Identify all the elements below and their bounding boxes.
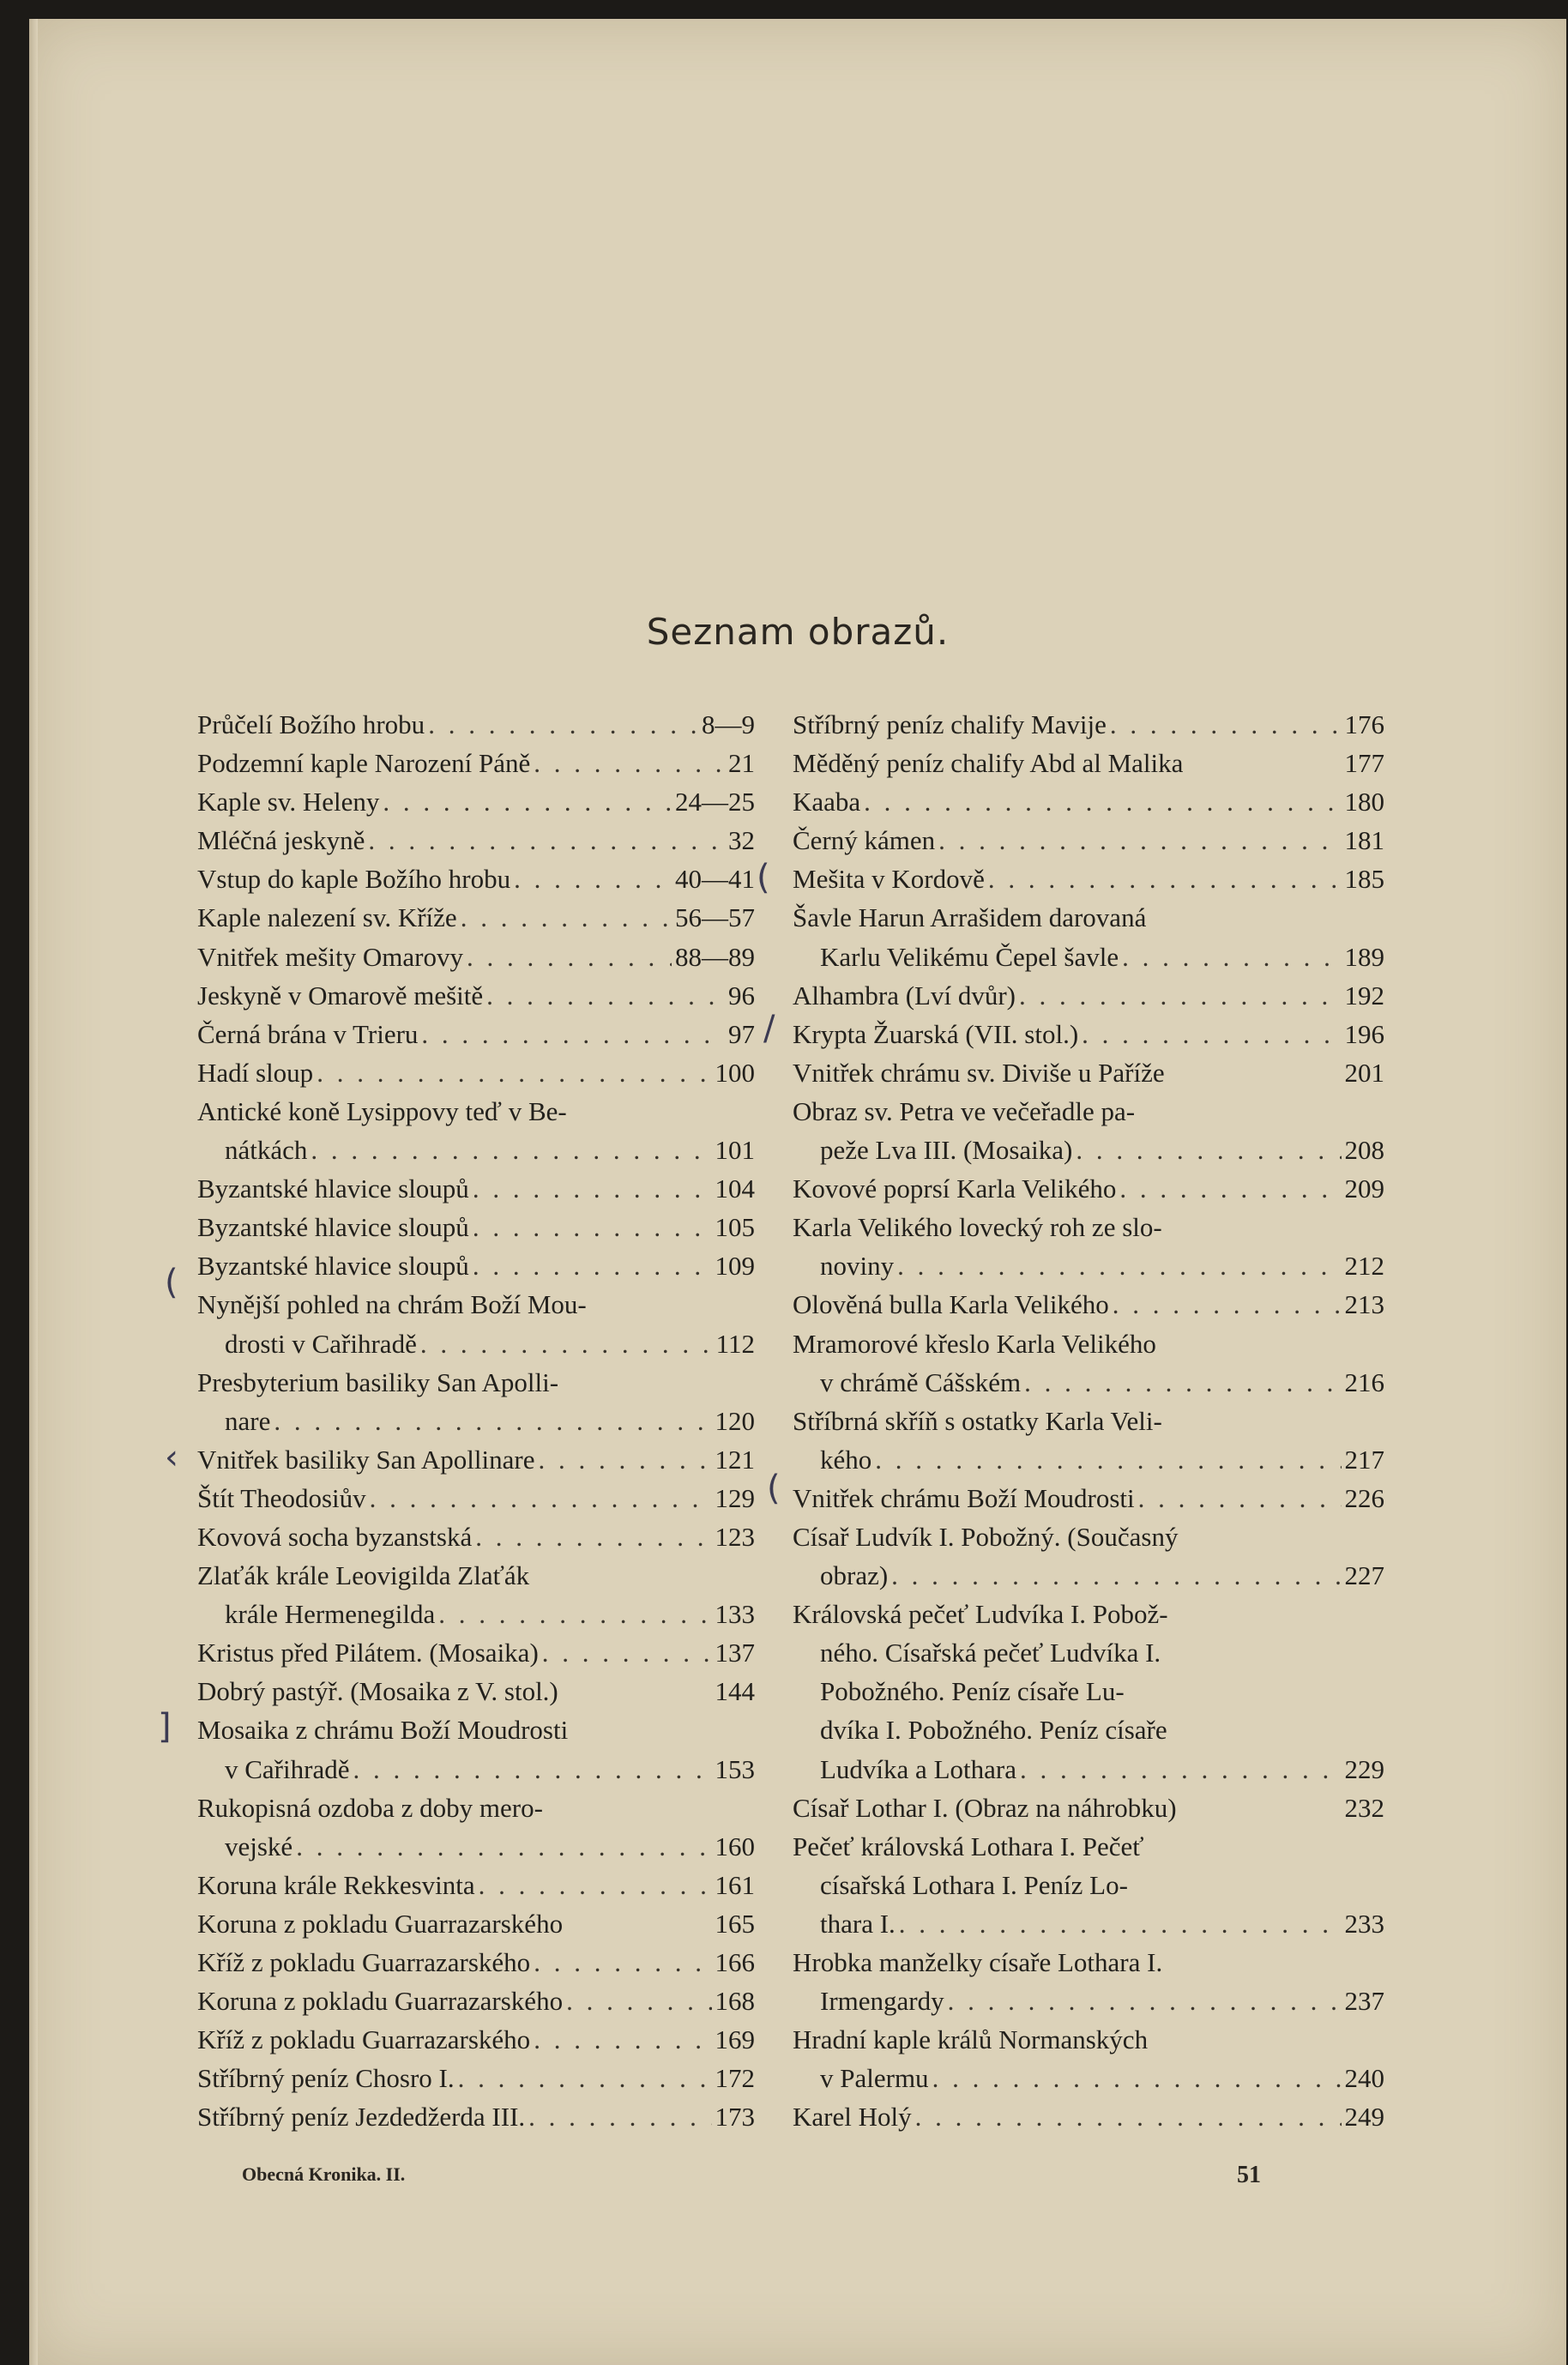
entry-page-number: 213 <box>1344 1289 1384 1320</box>
entry-text-line: Vnitřek basiliky San Apollinare <box>197 1444 535 1475</box>
dot-leader <box>538 1440 711 1479</box>
index-entry <box>197 1710 755 1788</box>
dot-leader <box>458 2059 712 2097</box>
dot-leader <box>353 1750 711 1789</box>
entry-page-number: 180 <box>1344 787 1384 817</box>
entry-text-line: Irmengardy <box>820 1986 944 2017</box>
entry-row <box>197 705 755 744</box>
dot-leader <box>1113 1285 1342 1324</box>
entry-page-number: 185 <box>1344 864 1384 895</box>
index-entry <box>197 744 755 782</box>
entry-page-number: 229 <box>1344 1753 1384 1784</box>
entry-row <box>793 976 1384 1015</box>
entry-row <box>793 1440 1384 1479</box>
entry-text-line: Kříž z pokladu Guarrazarského <box>197 1947 531 1977</box>
index-entry <box>793 1789 1384 1827</box>
index-entry <box>793 1092 1384 1169</box>
entry-text-line: obraz) <box>820 1560 889 1591</box>
entry-row <box>197 1827 755 1866</box>
entry-text-line: Vnitřek chrámu Boží Moudrosti <box>793 1482 1135 1513</box>
index-entry <box>197 1556 755 1633</box>
entry-text-line: Koruna z pokladu Guarrazarského <box>197 1908 564 1939</box>
entry-text-line: drosti v Cařihradě <box>225 1328 417 1359</box>
pencil-mark-icon: ( <box>165 1263 178 1302</box>
entry-row <box>197 1904 755 1943</box>
dot-leader <box>383 782 672 821</box>
index-entry <box>793 1208 1384 1285</box>
entry-page-number: 97 <box>728 1018 755 1049</box>
entry-page-number: 169 <box>715 2024 755 2055</box>
entry-text-line: Stříbrný peníz Chosro I. <box>197 2063 455 2094</box>
entry-page-number: 249 <box>1344 2102 1384 2133</box>
entry-text-line: Císař Lothar I. (Obraz na náhrobku) <box>793 1792 1177 1823</box>
index-entry <box>793 1517 1384 1595</box>
entry-text-line: Černá brána v Trieru <box>197 1018 419 1049</box>
entry-page-number: 176 <box>1344 709 1384 739</box>
dot-leader <box>897 1246 1341 1285</box>
entry-row <box>197 744 755 782</box>
entry-text-line: Průčelí Božího hrobu <box>197 709 425 739</box>
entry-text-line: Presbyterium basiliky San Apolli- <box>197 1367 559 1397</box>
entry-text-line: v Cařihradě <box>225 1753 350 1784</box>
entry-text-line: Císař Ludvík I. Pobožný. (Současný <box>793 1521 1179 1552</box>
dot-leader <box>473 1169 712 1208</box>
entry-row <box>793 2059 1384 2097</box>
entry-page-number: 177 <box>1344 748 1384 779</box>
entry-row <box>197 2020 755 2059</box>
entry-row <box>197 1246 755 1285</box>
entry-page-number: 153 <box>715 1753 755 1784</box>
entry-text-line: nátkách <box>225 1135 308 1166</box>
index-entry <box>197 1866 755 1904</box>
entry-page-number: 232 <box>1344 1792 1384 1823</box>
entry-row <box>793 744 1384 782</box>
entry-row <box>197 1517 755 1556</box>
entry-page-number: 137 <box>715 1638 755 1668</box>
entry-text-line: Koruna krále Rekkesvinta <box>197 1869 475 1900</box>
entry-page-number: 96 <box>728 980 755 1011</box>
entry-page-number: 100 <box>715 1057 755 1088</box>
entry-page-number: 237 <box>1344 1986 1384 2017</box>
entry-text-line: Zlaťák krále Leovigilda Zlaťák <box>197 1560 530 1591</box>
index-entry <box>197 1363 755 1440</box>
entry-row <box>197 860 755 898</box>
dot-leader <box>1024 1363 1341 1402</box>
entry-row <box>793 1131 1384 1169</box>
entry-page-number: 123 <box>715 1521 755 1552</box>
index-entry <box>793 1324 1384 1402</box>
index-entry <box>197 1092 755 1169</box>
entry-page-number: 21 <box>728 748 755 779</box>
entry-text-line: Kaaba <box>793 787 861 817</box>
entry-page-number: 189 <box>1344 941 1384 972</box>
index-entry <box>197 705 755 744</box>
entry-row <box>197 1943 755 1982</box>
entry-row <box>197 1866 755 1904</box>
entry-text-line: Koruna z pokladu Guarrazarského <box>197 1986 564 2017</box>
entry-row <box>197 2059 755 2097</box>
entry-text-line: Šavle Harun Arrašidem darovaná <box>793 902 1147 933</box>
index-entry <box>793 898 1384 975</box>
index-entry <box>197 1053 755 1092</box>
entry-page-number: 201 <box>1344 1057 1384 1088</box>
entry-text-line: císařská Lothara I. Peníz Lo- <box>820 1869 1128 1900</box>
page <box>29 19 1566 2365</box>
entry-page-number: 172 <box>715 2063 755 2094</box>
dot-leader <box>542 1633 712 1672</box>
entry-page-number: 104 <box>715 1173 755 1204</box>
entry-page-number: 208 <box>1344 1135 1384 1166</box>
dot-leader <box>988 860 1342 898</box>
entry-page-number: 209 <box>1344 1173 1384 1204</box>
entry-text-line: Pobožného. Peníz císaře Lu- <box>820 1676 1125 1707</box>
entry-text-line: Mešita v Kordově <box>793 864 985 895</box>
index-entry <box>197 1789 755 1866</box>
entry-page-number: 226 <box>1344 1482 1384 1513</box>
dot-leader <box>467 938 672 976</box>
entry-row <box>197 1169 755 1208</box>
page-number: 51 <box>1237 2162 1261 2188</box>
index-entry <box>793 1595 1384 1788</box>
page-edge <box>29 19 38 2365</box>
entry-page-number: 217 <box>1344 1444 1384 1475</box>
entry-row <box>793 1285 1384 1324</box>
entry-row <box>793 1479 1384 1517</box>
dot-leader <box>1122 938 1341 976</box>
entry-text-line: Jeskyně v Omarově mešitě <box>197 980 484 1011</box>
entry-text-line: Štít Theodosiův <box>197 1482 366 1513</box>
index-entry <box>793 860 1384 898</box>
entry-text-line: Krypta Žuarská (VII. stol.) <box>793 1018 1079 1049</box>
entry-page-number: 196 <box>1344 1018 1384 1049</box>
dot-leader <box>370 1479 712 1517</box>
entry-text-line: vejské <box>225 1831 293 1861</box>
entry-row <box>793 1015 1384 1053</box>
pencil-mark-icon: / <box>763 1009 775 1048</box>
dot-leader <box>1138 1479 1342 1517</box>
entry-page-number: 165 <box>715 1908 755 1939</box>
entry-row <box>793 1789 1384 1827</box>
entry-page-number: 173 <box>715 2102 755 2133</box>
index-entry <box>197 821 755 860</box>
entry-row <box>197 1208 755 1246</box>
entry-text-line: Stříbrný peníz Jezdedžerda III. <box>197 2102 526 2133</box>
entry-text-line: v Palermu <box>820 2063 929 2094</box>
entry-text-line: Karlu Velikému Čepel šavle <box>820 941 1119 972</box>
entry-page-number: 88—89 <box>675 941 755 972</box>
pencil-mark-icon: ‹ <box>165 1438 178 1477</box>
index-entry <box>793 976 1384 1015</box>
entry-text-line: Vstup do kaple Božího hrobu <box>197 864 511 895</box>
entry-text-line: Byzantské hlavice sloupů <box>197 1212 469 1243</box>
entry-text-line: nare <box>225 1405 271 1436</box>
entry-text-line: ného. Císařská pečeť Ludvíka I. <box>820 1638 1161 1668</box>
entry-row <box>197 1479 755 1517</box>
index-entry <box>197 2059 755 2097</box>
index-entry <box>197 898 755 937</box>
entry-text-line: dvíka I. Pobožného. Peníz císaře <box>820 1715 1167 1746</box>
entry-row <box>793 782 1384 821</box>
dot-leader <box>420 1324 713 1363</box>
entry-row <box>793 1053 1384 1092</box>
entry-text-line: Byzantské hlavice sloupů <box>197 1173 469 1204</box>
entry-row <box>197 898 755 937</box>
dot-leader <box>1019 976 1342 1015</box>
dot-leader <box>311 1131 711 1169</box>
pencil-mark-icon: ( <box>757 858 770 897</box>
entry-row <box>197 1402 755 1440</box>
dot-leader <box>475 1517 711 1556</box>
dot-leader <box>1082 1015 1341 1053</box>
entry-text-line: Pečeť královská Lothara I. Pečeť <box>793 1831 1144 1861</box>
entry-text-line: Kaple nalezení sv. Kříže <box>197 902 457 933</box>
index-entry <box>197 1015 755 1053</box>
entry-text-line: Dobrý pastýř. (Mosaika z V. stol.) <box>197 1676 558 1707</box>
entry-text-line: Vnitřek mešity Omarovy <box>197 941 463 972</box>
entry-row <box>197 1633 755 1672</box>
dot-leader <box>534 2020 711 2059</box>
dot-leader <box>938 821 1341 860</box>
index-entry <box>197 2097 755 2136</box>
entry-row <box>197 1750 755 1789</box>
entry-page-number: 216 <box>1344 1367 1384 1397</box>
index-entry <box>197 938 755 976</box>
entry-text-line: Hradní kaple králů Normanských <box>793 2024 1149 2055</box>
index-entry <box>793 1479 1384 1517</box>
dot-leader <box>473 1208 712 1246</box>
entry-text-line: kého <box>820 1444 872 1475</box>
entry-text-line: Mramorové křeslo Karla Velikého <box>793 1328 1156 1359</box>
dot-leader <box>296 1827 711 1866</box>
entry-row <box>793 1982 1384 2020</box>
index-column-left <box>197 705 755 2136</box>
entry-row <box>197 2097 755 2136</box>
index-entry <box>197 2020 755 2059</box>
entry-text-line: Byzantské hlavice sloupů <box>197 1251 469 1282</box>
entry-page-number: 40—41 <box>675 864 755 895</box>
dot-leader <box>317 1053 711 1092</box>
entry-row <box>793 938 1384 976</box>
entry-text-line: Stříbrná skříň s ostatky Karla Veli- <box>793 1405 1162 1436</box>
index-entry <box>197 1904 755 1943</box>
entry-page-number: 121 <box>715 1444 755 1475</box>
entry-page-number: 133 <box>715 1599 755 1630</box>
index-entry <box>197 1285 755 1362</box>
index-entry <box>197 1479 755 1517</box>
entry-text-line: Olověná bulla Karla Velikého <box>793 1289 1109 1320</box>
index-entry <box>197 1982 755 2020</box>
entry-row <box>197 821 755 860</box>
entry-text-line: Hadí sloup <box>197 1057 314 1088</box>
entry-row <box>197 938 755 976</box>
dot-leader <box>566 1982 711 2020</box>
entry-row <box>793 1169 1384 1208</box>
entry-page-number: 56—57 <box>675 902 755 933</box>
entry-page-number: 168 <box>715 1986 755 2017</box>
entry-text-line: Vnitřek chrámu sv. Diviše u Paříže <box>793 1057 1165 1088</box>
index-entry <box>197 1633 755 1672</box>
dot-leader <box>891 1556 1341 1595</box>
entry-text-line: Podzemní kaple Narození Páně <box>197 748 531 779</box>
entry-page-number: 32 <box>728 825 755 856</box>
entry-text-line: Černý kámen <box>793 825 936 856</box>
pencil-mark-icon: ] <box>158 1707 172 1747</box>
dot-leader <box>274 1402 711 1440</box>
dot-leader <box>438 1595 711 1633</box>
index-entry <box>197 1517 755 1556</box>
entry-text-line: Alhambra (Lví dvůr) <box>793 980 1016 1011</box>
dot-leader <box>864 782 1341 821</box>
entry-row <box>197 1053 755 1092</box>
dot-leader <box>932 2059 1342 2097</box>
dot-leader <box>473 1246 712 1285</box>
index-entry <box>793 782 1384 821</box>
entry-text-line: peže Lva III. (Mosaika) <box>820 1135 1073 1166</box>
dot-leader <box>514 860 672 898</box>
dot-leader <box>421 1015 725 1053</box>
pencil-mark-icon: ( <box>767 1469 781 1508</box>
index-entry <box>793 1943 1384 2020</box>
dot-leader <box>1119 1169 1341 1208</box>
entry-text-line: Nynější pohled na chrám Boží Mou- <box>197 1289 587 1320</box>
entry-text-line: Mléčná jeskyně <box>197 825 365 856</box>
entry-text-line: Antické koně Lysippovy teď v Be- <box>197 1095 567 1126</box>
entry-row <box>793 821 1384 860</box>
index-entry <box>197 1440 755 1479</box>
dot-leader <box>875 1440 1341 1479</box>
entry-page-number: 8—9 <box>702 709 755 739</box>
index-entry <box>197 976 755 1015</box>
entry-row <box>197 1595 755 1633</box>
index-entry <box>793 1285 1384 1324</box>
entry-row <box>197 1440 755 1479</box>
entry-text-line: Kaple sv. Heleny <box>197 787 380 817</box>
index-entry <box>793 821 1384 860</box>
entry-text-line: v chrámě Cášském <box>820 1367 1022 1397</box>
dot-leader <box>915 2097 1342 2136</box>
entry-row <box>197 782 755 821</box>
entry-text-line: Mosaika z chrámu Boží Moudrosti <box>197 1715 569 1746</box>
index-entry <box>793 705 1384 744</box>
index-entry <box>197 1246 755 1285</box>
entry-page-number: 105 <box>715 1212 755 1243</box>
entry-row <box>793 705 1384 744</box>
index-column-right <box>793 705 1384 2136</box>
entry-text-line: Kovové poprsí Karla Velikého <box>793 1173 1117 1204</box>
entry-text-line: Karla Velikého lovecký roh ze slo- <box>793 1212 1162 1243</box>
entry-page-number: 192 <box>1344 980 1384 1011</box>
entry-page-number: 120 <box>715 1405 755 1436</box>
dot-leader <box>428 705 698 744</box>
entry-page-number: 101 <box>715 1135 755 1166</box>
entry-text-line: Královská pečeť Ludvíka I. Pobož- <box>793 1599 1168 1630</box>
dot-leader <box>1110 705 1342 744</box>
entry-row <box>793 1556 1384 1595</box>
dot-leader <box>948 1982 1342 2020</box>
index-entry <box>793 1402 1384 1479</box>
entry-text-line: noviny <box>820 1251 895 1282</box>
entry-page-number: 227 <box>1344 1560 1384 1591</box>
dot-leader <box>368 821 725 860</box>
entry-text-line: thara I. <box>820 1908 896 1939</box>
entry-page-number: 144 <box>715 1676 755 1707</box>
entry-row <box>793 1246 1384 1285</box>
entry-page-number: 181 <box>1344 825 1384 856</box>
entry-text-line: krále Hermenegilda <box>225 1599 436 1630</box>
entry-text-line: Hrobka manželky císaře Lothara I. <box>793 1947 1163 1977</box>
dot-leader <box>534 1943 711 1982</box>
entry-text-line: Kristus před Pilátem. (Mosaika) <box>197 1638 539 1668</box>
entry-row <box>793 2097 1384 2136</box>
page-title: Seznam obrazů. <box>646 611 950 653</box>
dot-leader <box>486 976 725 1015</box>
dot-leader <box>461 898 672 937</box>
entry-page-number: 166 <box>715 1947 755 1977</box>
entry-page-number: 160 <box>715 1831 755 1861</box>
entry-text-line: Obraz sv. Petra ve večeřadle pa- <box>793 1095 1136 1126</box>
dot-leader <box>1076 1131 1341 1169</box>
entry-text-line: Rukopisná ozdoba z doby mero- <box>197 1792 543 1823</box>
dot-leader <box>1020 1750 1342 1789</box>
entry-page-number: 233 <box>1344 1908 1384 1939</box>
entry-page-number: 161 <box>715 1869 755 1900</box>
dot-leader <box>899 1904 1342 1943</box>
dot-leader <box>534 744 725 782</box>
entry-text-line: Kovová socha byzanstská <box>197 1521 473 1552</box>
entry-page-number: 212 <box>1344 1251 1384 1282</box>
index-entry <box>197 860 755 898</box>
entry-row <box>793 1904 1384 1943</box>
entry-row <box>197 976 755 1015</box>
entry-text-line: Karel Holý <box>793 2102 912 2133</box>
dot-leader <box>479 1866 712 1904</box>
dot-leader <box>528 2097 711 2136</box>
index-entry <box>197 1672 755 1710</box>
entry-text-line: Ludvíka a Lothara <box>820 1753 1016 1784</box>
entry-page-number: 24—25 <box>675 787 755 817</box>
index-entry <box>793 1169 1384 1208</box>
entry-row <box>197 1672 755 1710</box>
entry-row <box>793 1750 1384 1789</box>
entry-page-number: 129 <box>715 1482 755 1513</box>
index-entry <box>197 1943 755 1982</box>
entry-row <box>197 1324 755 1363</box>
entry-row <box>197 1131 755 1169</box>
index-entry <box>197 782 755 821</box>
index-entry <box>793 2020 1384 2097</box>
index-entry <box>197 1208 755 1246</box>
entry-row <box>793 860 1384 898</box>
entry-page-number: 109 <box>715 1251 755 1282</box>
entry-row <box>793 1363 1384 1402</box>
footer-publication: Obecná Kronika. II. <box>242 2163 406 2185</box>
entry-text-line: Kříž z pokladu Guarrazarského <box>197 2024 531 2055</box>
index-entry <box>793 1827 1384 1943</box>
entry-text-line: Měděný peníz chalify Abd al Malika <box>793 748 1184 779</box>
entry-page-number: 112 <box>715 1328 755 1359</box>
index-entry <box>793 1053 1384 1092</box>
index-entry <box>793 2097 1384 2136</box>
index-entry <box>793 1015 1384 1053</box>
entry-row <box>197 1982 755 2020</box>
entry-row <box>197 1015 755 1053</box>
index-entry <box>793 744 1384 782</box>
entry-text-line: Stříbrný peníz chalify Mavije <box>793 709 1107 739</box>
index-entry <box>197 1169 755 1208</box>
entry-page-number: 240 <box>1344 2063 1384 2094</box>
